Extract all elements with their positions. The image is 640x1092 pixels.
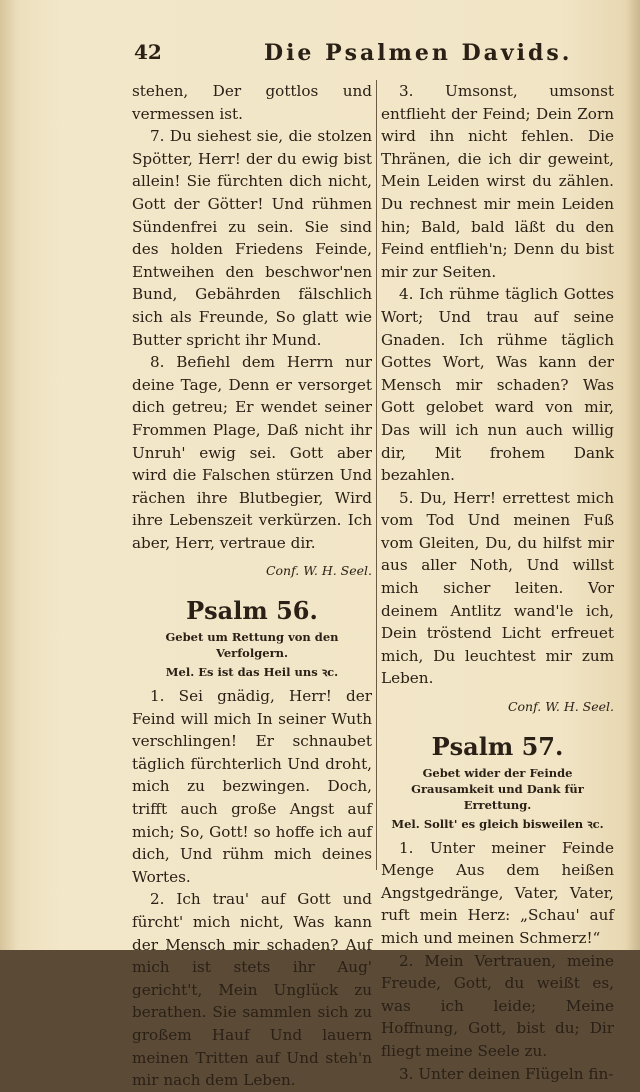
column-divider (376, 80, 377, 870)
psalm-56-title: Psalm 56. (186, 596, 318, 626)
psalm-57-title: Psalm 57. (431, 731, 564, 761)
verse-7: 7. Du siehest sie, die stolzen Spötter, Herr! der du ewig bist allein! Sie fürchten dich nicht, Gott der Götter! Und rühmen Sündenfrei zu sein. Sie sind des holden Friedens Feinde, Entweihen den beschwor'nen Bund, Gebährden fälschlich sich als Freunde, So glatt wie Butter spricht ihr Mund. (132, 127, 372, 349)
running-head: Die Psalmen Davids. (264, 40, 573, 66)
page-header (134, 40, 614, 70)
psalm-57-subtitle: Gebet wider der Feinde Grausamkeit und Dank für Errettung. (411, 765, 584, 812)
psalm-57-verse-3: 3. Unter deinen Flügeln fin- (399, 1064, 614, 1083)
psalm-56-subtitle: Gebet um Rettung von den Verfolgern. (165, 630, 339, 661)
verse-4: 4. Ich rühme täglich Gottes Wort; Und trau auf seine Gnaden. Ich rühme täglich Gottes Wort, Was kann der Mensch mir schaden? Was Gott gelobet ward von mir, Das will ich nun auch willig dir, Mit frohem Dank bezahlen. (381, 285, 614, 485)
author-credit: Conf. W. H. Seel. (265, 563, 372, 579)
psalm-57-verse-1: 1. Unter meiner Feinde Menge Aus dem heißen Angstgedränge, Vater, Vater, ruft mein Herz: „Schau' auf mich und meinen Schmerz!“ (381, 838, 614, 947)
psalm-57-verse-2: 2. Mein Vertrauen, meine Freude, Gott, du weißt es, was ich leide; Meine Hoffnung, Gott, bist du; Dir fliegt meine Seele zu. (381, 951, 614, 1060)
psalm-56-verse-1: 1. Sei gnädig, Herr! der Feind will mich In seiner Wuth verschlingen! Er schnaubet täglich fürchterlich Und droht, mich zu bezwingen. Doch, trifft auch große Angst auf mich; So, Gott! so hoffe ich auf dich, Und rühm mich deines Wortes. (132, 687, 372, 886)
verse-continuation: stehen, Der gottlos und vermessen ist. (132, 82, 372, 123)
psalm-56-melody: Mel. Es ist das Heil uns ꝛc. (165, 665, 339, 680)
page-number: 42 (134, 40, 162, 64)
psalm-56-verse-2: 2. Ich trau' auf Gott und fürcht' mich nicht, Was kann der Mensch mir schaden? Auf mich ist stets ihr Aug' gericht't, Mein Unglück zu berathen. Sie sammlen sich zu großem Hauf Und lauern meinen Tritten auf Und steh'n mir nach dem Leben. (132, 890, 372, 1090)
psalm-57-melody: Mel. Sollt' es gleich bisweilen ꝛc. (391, 816, 604, 831)
author-credit: Conf. W. H. Seel. (507, 699, 614, 715)
verse-3: 3. Umsonst, umsonst entflieht der Feind; Dein Zorn wird ihn nicht fehlen. Die Thränen, die ich dir geweint, Mein Leiden wirst du zählen. Du rechnest mir mein Leiden hin; Bald, bald läßt du den Feind entflieh'n; Denn du bist mir zur Seiten. (381, 82, 614, 281)
right-column (381, 80, 614, 1085)
left-column (132, 80, 372, 1092)
verse-5: 5. Du, Herr! errettest mich vom Tod Und meinen Fuß vom Gleiten, Du, du hilfst mir aus aller Noth, Und willst mich sicher leiten. Vor deinem Antlitz wand'le ich, Dein tröstend Licht erfreuet mich, Du leuchtest mir zum Leben. (381, 488, 614, 688)
verse-8: 8. Befiehl dem Herrn nur deine Tage, Denn er versorget dich getreu; Er wendet seiner Frommen Plage, Daß nicht ihr Unruh' ewig sei. Gott aber wird die Falschen stürzen Und rächen ihre Blutbegier, Wird ihre Lebenszeit verkürzen. Ich aber, Herr, vertraue dir. (132, 353, 372, 552)
